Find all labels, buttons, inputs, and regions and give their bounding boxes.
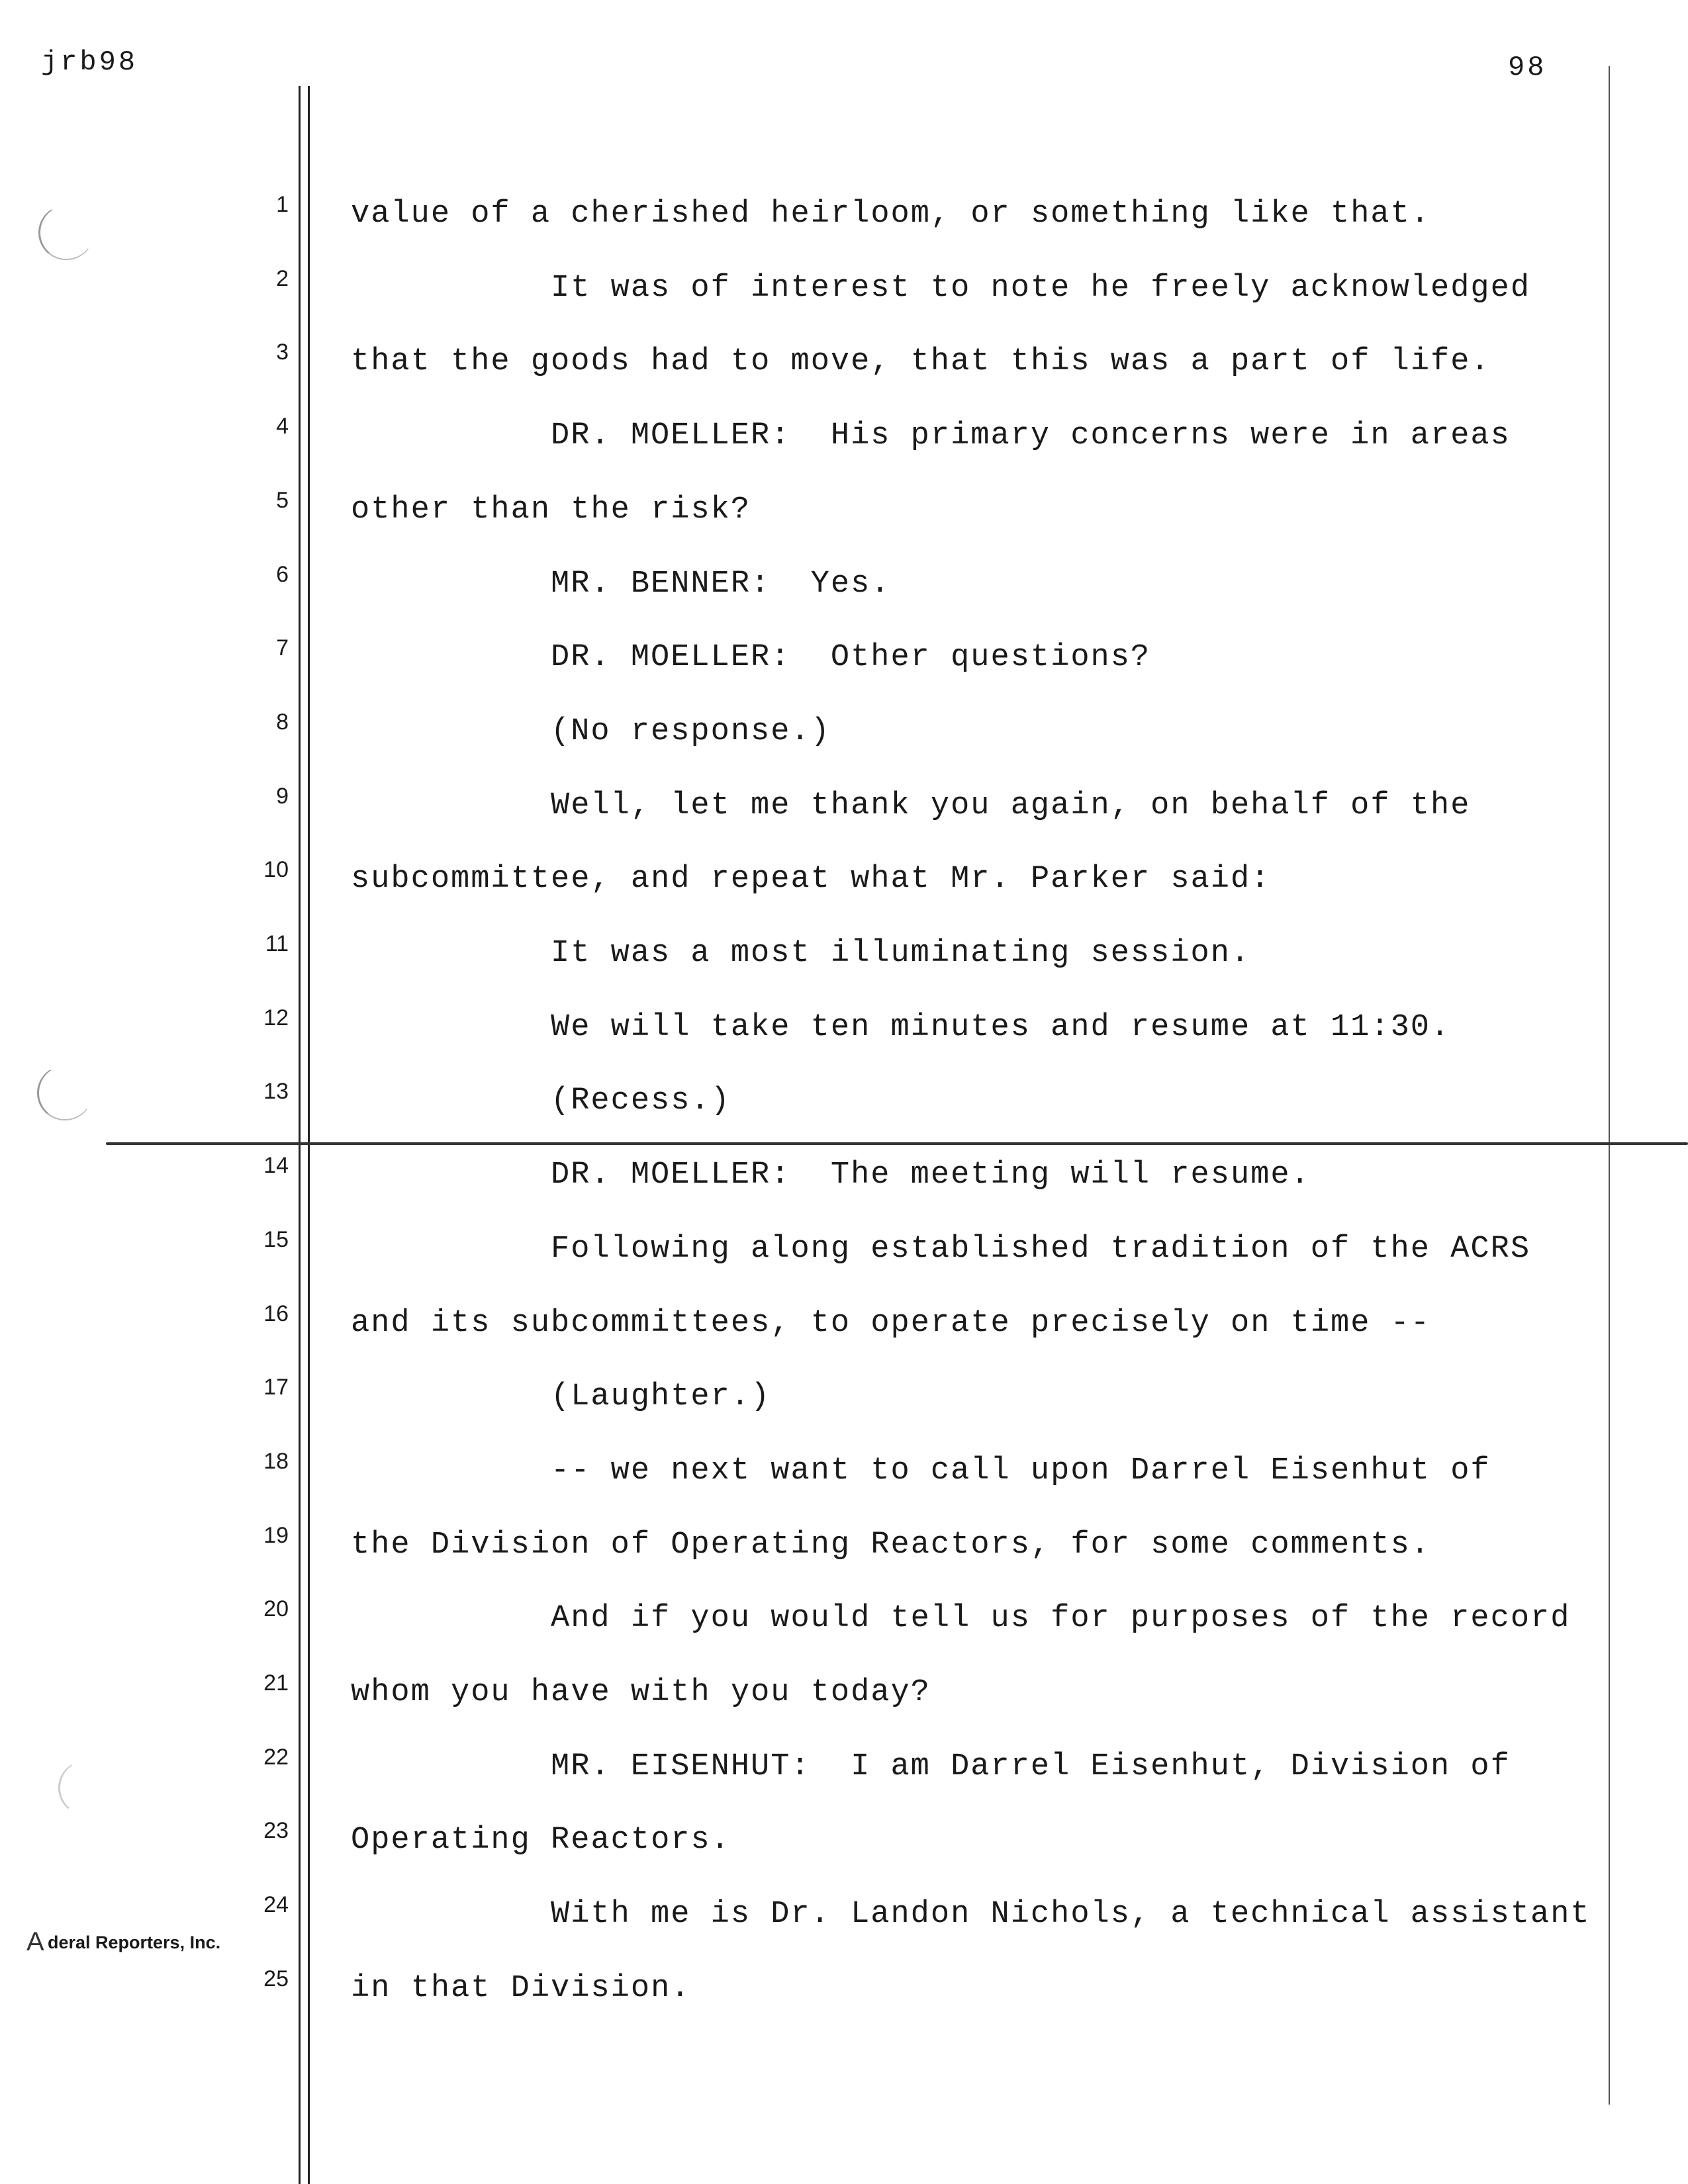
transcript-line: (No response.)	[551, 714, 831, 749]
line-number: 7	[276, 635, 289, 660]
line-number: 10	[263, 857, 289, 882]
transcript-line: (Laughter.)	[551, 1379, 771, 1414]
transcript-line: whom you have with you today?	[351, 1675, 931, 1710]
line-number: 22	[263, 1745, 289, 1770]
line-number: 13	[263, 1079, 289, 1104]
line-number: 11	[265, 931, 289, 956]
transcript-line: Following along established tradition of the ACRS	[551, 1232, 1531, 1267]
transcript-line: (Recess.)	[551, 1083, 731, 1118]
transcript-line: We will take ten minutes and resume at 11:30.	[551, 1010, 1451, 1045]
line-number: 21	[263, 1670, 289, 1696]
line-number: 2	[276, 266, 289, 291]
transcript-line: that the goods had to move, that this was a part of life.	[351, 344, 1491, 379]
line-number: 16	[263, 1301, 289, 1326]
line-number: 15	[263, 1227, 289, 1252]
line-number: 24	[263, 1892, 289, 1917]
transcript-line: subcommittee, and repeat what Mr. Parker said:	[351, 862, 1271, 897]
line-number: 4	[276, 414, 289, 439]
line-number: 18	[263, 1449, 289, 1474]
line-number: 25	[263, 1966, 289, 1991]
transcript-line: value of a cherished heirloom, or something like that.	[351, 197, 1431, 232]
line-number: 14	[263, 1153, 289, 1178]
transcript-line: Operating Reactors.	[351, 1823, 731, 1858]
line-number: 17	[263, 1375, 289, 1400]
line-number: 8	[276, 709, 289, 735]
transcript-line: With me is Dr. Landon Nichols, a technical assistant	[551, 1897, 1591, 1932]
firm-name: deral Reporters, Inc.	[48, 1933, 221, 1952]
transcript-line: It was of interest to note he freely acknowledged	[551, 271, 1531, 306]
page-number: 98	[1508, 52, 1547, 83]
transcript-line: DR. MOELLER: His primary concerns were in areas	[551, 418, 1511, 453]
line-number: 5	[276, 488, 289, 513]
transcript-line: in that Division.	[351, 1971, 691, 2006]
line-number: 6	[276, 562, 289, 587]
line-number: 12	[263, 1005, 289, 1030]
line-number: 19	[263, 1523, 289, 1548]
line-number: 1	[276, 192, 289, 217]
transcript-line: other than the risk?	[351, 492, 751, 527]
line-number: 3	[276, 340, 289, 365]
transcript-line: DR. MOELLER: Other questions?	[551, 640, 1151, 675]
transcript-line: the Division of Operating Reactors, for some comments.	[351, 1527, 1431, 1563]
transcript-line: And if you would tell us for purposes of the record	[551, 1601, 1571, 1636]
transcript-id: jrb98	[41, 46, 138, 78]
transcript-line: -- we next want to call upon Darrel Eisenhut of	[551, 1453, 1491, 1488]
line-number: 23	[263, 1818, 289, 1843]
line-number: 9	[276, 784, 289, 809]
transcript-line: Well, let me thank you again, on behalf of the	[551, 788, 1471, 823]
transcript-line: MR. EISENHUT: I am Darrel Eisenhut, Division of	[551, 1749, 1511, 1784]
transcript-line: and its subcommittees, to operate precisely on time --	[351, 1306, 1431, 1341]
transcript-line: DR. MOELLER: The meeting will resume.	[551, 1158, 1311, 1193]
line-number: 20	[263, 1596, 289, 1621]
transcript-line: MR. BENNER: Yes.	[551, 567, 891, 602]
transcript-line: It was a most illuminating session.	[551, 936, 1251, 971]
firm-logo-mark: A	[26, 1927, 44, 1956]
